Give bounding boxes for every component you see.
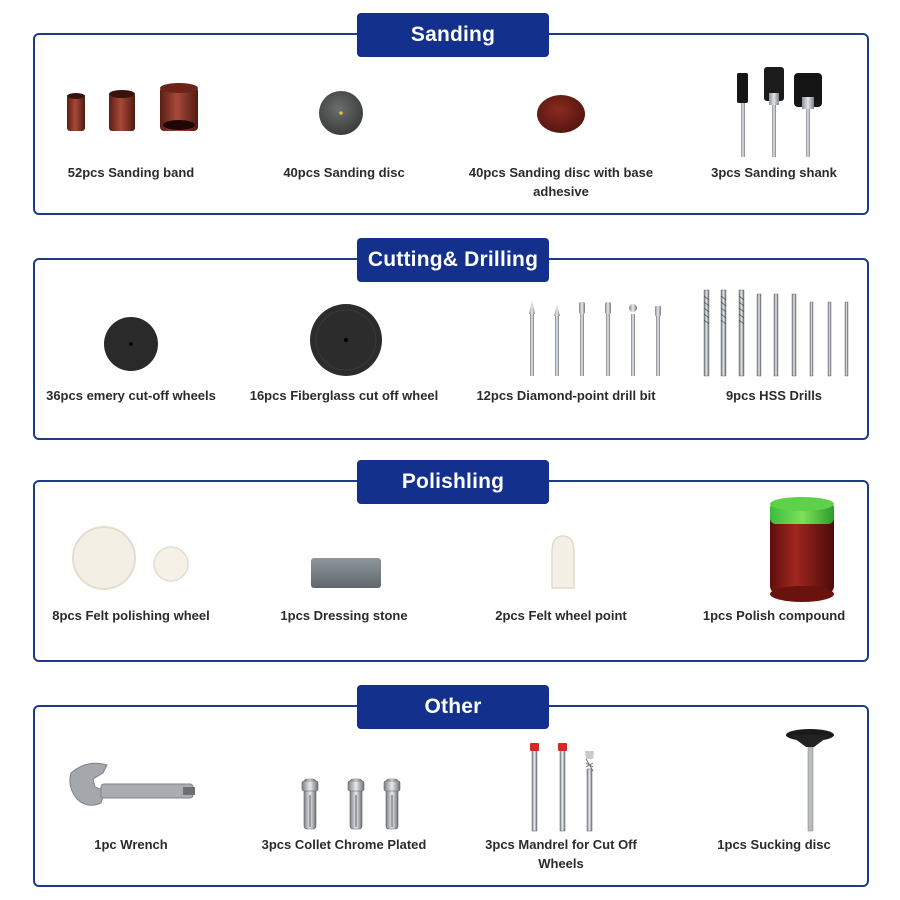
section-title: Polishling [357,460,549,504]
felt-wheel-icon [35,482,227,664]
item-diamond-drill-bit [465,260,667,438]
hss-drill-icon [678,260,870,442]
item-caption: 40pcs Sanding disc with base adhesive [468,165,654,199]
dressing-stone-icon [248,482,440,664]
item-caption: 52pcs Sanding band [67,165,195,180]
fiberglass-wheel-icon [248,260,440,442]
item-caption: 2pcs Felt wheel point [495,608,627,623]
section-title: Sanding [357,13,549,57]
item-caption: 12pcs Diamond-point drill bit [476,388,656,403]
item-sanding-shank [678,35,870,213]
polish-compound-icon [678,482,870,664]
item-caption: 9pcs HSS Drills [725,388,823,403]
item-dressing-stone [248,482,440,660]
item-sanding-band [35,35,227,213]
item-caption: 1pcs Sucking disc [717,837,831,852]
item-caption: 3pcs Collet Chrome Plated [261,837,427,852]
item-polish-compound [678,482,870,660]
sanding-disc-icon [248,35,440,217]
item-caption: 16pcs Fiberglass cut off wheel [249,388,439,403]
sanding-shank-icon [678,35,870,217]
item-mandrel [465,707,657,885]
section-title: Other [357,685,549,729]
item-emery-wheel [35,260,227,438]
item-caption: 8pcs Felt polishing wheel [52,608,210,623]
item-felt-point [465,482,657,660]
section-title: Cutting& Drilling [357,238,549,282]
section-polishing [33,470,869,662]
item-felt-wheel [35,482,227,660]
item-caption: 36pcs emery cut-off wheels [46,388,216,403]
item-caption: 3pcs Sanding shank [711,165,837,180]
section-other [33,695,869,887]
wrench-icon [35,707,227,889]
item-adhesive-sanding-disc [465,35,657,213]
section-sanding [33,23,869,215]
sanding-band-icon [35,35,227,217]
item-caption: 1pcs Dressing stone [280,608,408,623]
item-caption: 3pcs Mandrel for Cut Off Wheels [485,837,637,871]
item-hss-drill [678,260,870,438]
sucking-disc-icon [678,707,870,889]
section-cutting-drilling [33,248,869,440]
item-caption: 1pc Wrench [94,837,168,852]
item-collet [248,707,440,885]
diamond-drill-bit-icon [465,260,667,442]
emery-wheel-icon [35,260,227,442]
item-sucking-disc [678,707,870,885]
collet-icon [248,707,440,889]
felt-point-icon [465,482,657,664]
item-wrench [35,707,227,885]
item-caption: 1pcs Polish compound [702,608,846,623]
item-caption: 40pcs Sanding disc [283,165,405,180]
item-fiberglass-wheel [248,260,440,438]
item-sanding-disc [248,35,440,213]
